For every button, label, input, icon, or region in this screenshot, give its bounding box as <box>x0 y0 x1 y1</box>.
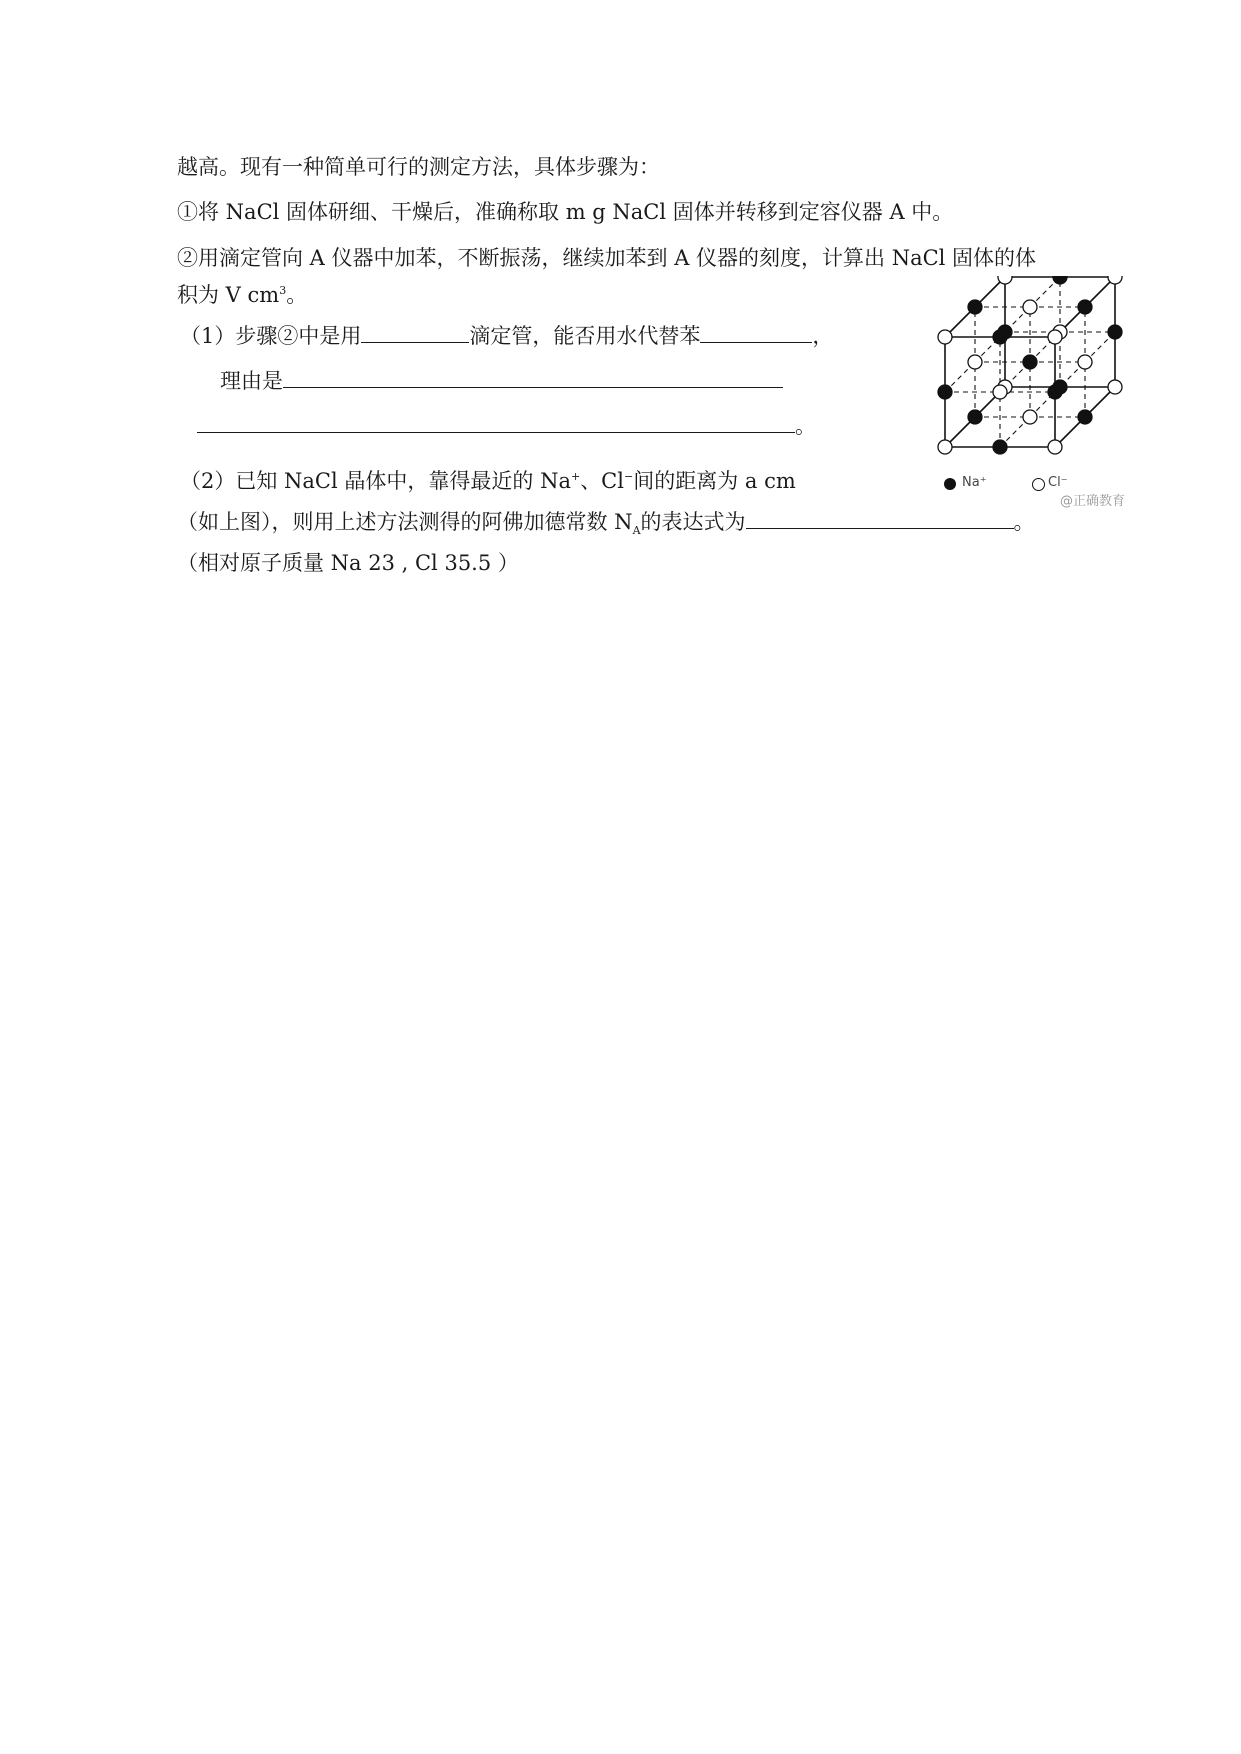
na-ion <box>938 385 952 399</box>
question2-middle: 、Cl <box>580 469 624 493</box>
cl-ion <box>998 276 1012 284</box>
question1-prefix: （1）步骤②中是用 <box>180 324 362 348</box>
na-legend-marker <box>944 478 956 490</box>
cl-ion <box>1108 380 1122 394</box>
cube-superscript: 3 <box>279 284 287 297</box>
question2-line <box>180 463 796 495</box>
reason-end-period: 。 <box>795 414 816 438</box>
watermark-text: @正确教育 <box>1060 494 1126 509</box>
step2-line2 <box>177 277 307 309</box>
na-ion <box>1078 410 1092 424</box>
na-ion <box>1078 300 1092 314</box>
atomic-mass-note: （相对原子质量 Na 23 , Cl 35.5 ） <box>177 551 519 575</box>
reason-blank-1[interactable] <box>283 367 783 388</box>
cl-ion <box>1078 355 1092 369</box>
na-ion <box>968 300 982 314</box>
na-ion <box>1108 325 1122 339</box>
step1-line: ①将 NaCl 固体研细、干燥后，准确称取 m g NaCl 固体并转移到定容仪器 A 中。 <box>177 200 954 224</box>
reason-label: 理由是 <box>220 369 283 393</box>
reason-line-2 <box>197 412 816 440</box>
cl-charge: − <box>623 470 634 483</box>
reason-blank-2[interactable] <box>197 412 795 433</box>
na-ion <box>993 330 1007 344</box>
avogadro-subscript: A <box>632 524 641 538</box>
question1-middle: 滴定管，能否用水代替苯 <box>469 324 701 348</box>
nacl-crystal-figure <box>930 276 1160 512</box>
intro-line: 越高。现有一种简单可行的测定方法，具体步骤为： <box>177 155 660 179</box>
question1-comma: ， <box>812 324 834 348</box>
cl-ion <box>968 355 982 369</box>
na-ion <box>1023 355 1037 369</box>
reason-line <box>220 367 783 395</box>
water-replace-blank[interactable] <box>700 322 812 343</box>
step2-volume-text: 积为 V cm <box>177 283 280 307</box>
na-ion <box>968 410 982 424</box>
na-legend-label: Na⁺ <box>962 475 987 490</box>
na-ion <box>993 440 1007 454</box>
question2-distance: 间的距离为 a cm <box>633 469 796 493</box>
cl-ion <box>1048 440 1062 454</box>
question3-middle: 的表达式为 <box>640 510 746 534</box>
question1-line <box>180 322 833 350</box>
cl-ion <box>1048 330 1062 344</box>
question2-prefix: （2）已知 NaCl 晶体中，靠得最近的 Na <box>180 469 571 493</box>
step2-period: 。 <box>286 283 308 307</box>
cl-ion <box>938 440 952 454</box>
cl-ion <box>1023 300 1037 314</box>
question3-period: 。 <box>1013 510 1035 534</box>
cl-ion <box>993 385 1007 399</box>
figure-legend <box>940 474 1160 494</box>
burette-type-blank[interactable] <box>361 322 469 343</box>
step2-line1: ②用滴定管向 A 仪器中加苯，不断振荡，继续加苯到 A 仪器的刻度，计算出 NaCl 固体的体 <box>177 246 1037 270</box>
cl-ion <box>1108 276 1122 284</box>
cl-legend-label: Cl⁻ <box>1048 475 1068 490</box>
cl-ion <box>1023 410 1037 424</box>
cl-ion <box>938 330 952 344</box>
question3-line <box>177 508 1035 545</box>
na-ion <box>1048 385 1062 399</box>
cl-legend-marker <box>1032 478 1045 491</box>
question3-prefix: （如上图），则用上述方法测得的阿佛加德常数 N <box>177 510 633 534</box>
na-ion <box>1053 276 1067 284</box>
na-charge: + <box>570 470 581 483</box>
